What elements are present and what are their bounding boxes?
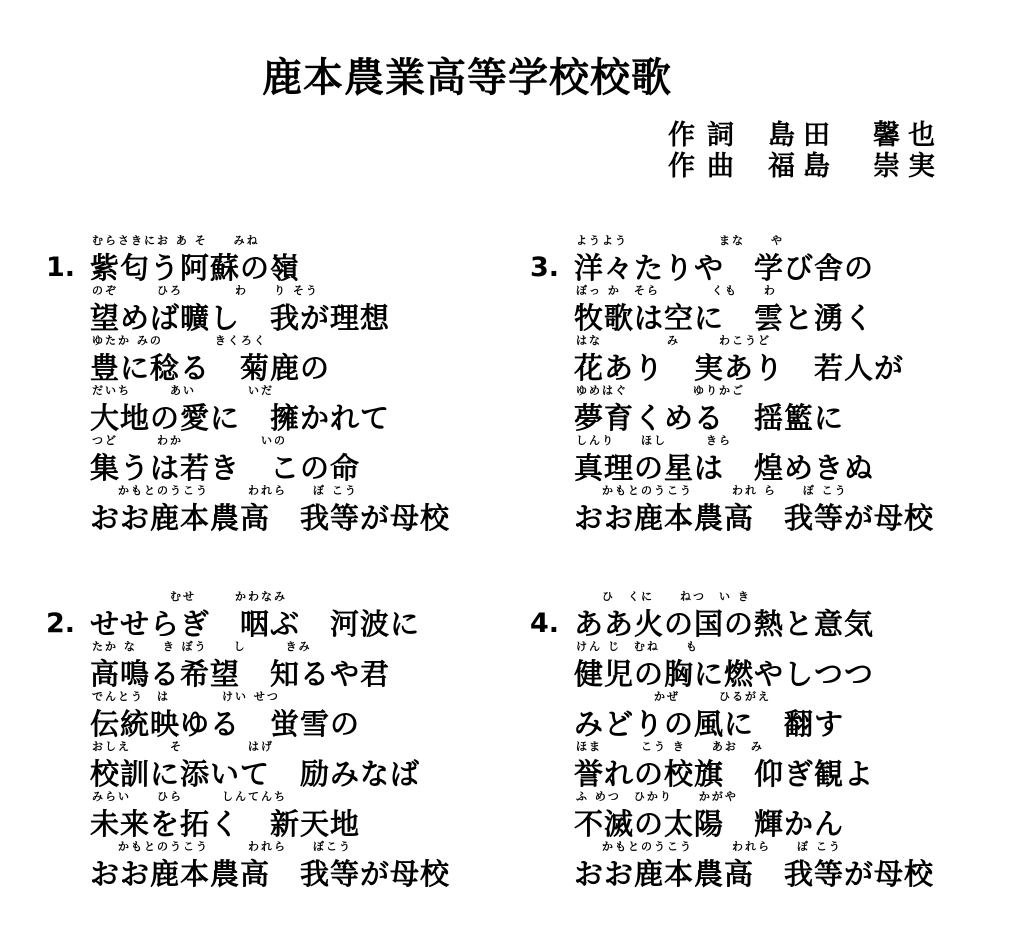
lyric-line bbox=[574, 638, 974, 691]
furigana: つど わか いの bbox=[92, 434, 287, 447]
verse-lines bbox=[90, 588, 490, 891]
furigana: ようよう まな や bbox=[576, 234, 784, 247]
lyric-line bbox=[574, 588, 974, 641]
furigana: かもとのうこう われ ら ぼ こう bbox=[576, 484, 848, 497]
lyric-text: 洋々たりや 学び舎の bbox=[574, 251, 875, 285]
lyric-text: 真理の星は 煌めきぬ bbox=[574, 451, 875, 485]
credit-role: 作曲 bbox=[668, 151, 746, 182]
lyric-line bbox=[90, 282, 490, 335]
lyric-text: 不滅の太陽 輝かん bbox=[574, 807, 845, 841]
lyric-text: 大地の愛に 擁かれて bbox=[90, 401, 391, 435]
furigana: ぼっ か そら くも わ bbox=[576, 284, 777, 297]
lyric-line bbox=[574, 788, 974, 841]
lyric-text: 紫匂う阿蘇の嶺 bbox=[90, 251, 301, 285]
furigana: だいち あい いだ bbox=[92, 384, 274, 397]
furigana: はな み わこうど bbox=[576, 334, 771, 347]
lyric-text: おお鹿本農高 我等が母校 bbox=[574, 857, 935, 891]
furigana: でんとう は けい せつ bbox=[92, 690, 280, 703]
furigana: のぞ ひろ わ り そう bbox=[92, 284, 319, 297]
credit-role: 作詞 bbox=[668, 120, 746, 151]
lyric-line bbox=[574, 282, 974, 335]
furigana: ふ めつ ひかり かがや bbox=[576, 790, 738, 803]
furigana: しんり ほし きら bbox=[576, 434, 732, 447]
furigana: ひ くに ねつ い き bbox=[576, 590, 751, 603]
furigana: むらさきにお あ そ みね bbox=[92, 234, 260, 247]
lyric-text: ああ火の国の熱と意気 bbox=[574, 607, 875, 641]
furigana: かもとのうこう われら ぼ こう bbox=[92, 484, 358, 497]
verse-number: 1. bbox=[46, 252, 76, 283]
furigana: かぜ ひるがえ bbox=[576, 690, 771, 703]
furigana: むせ かわなみ bbox=[92, 590, 287, 603]
lyric-line bbox=[90, 432, 490, 485]
lyric-line bbox=[90, 482, 490, 535]
lyric-line bbox=[574, 332, 974, 385]
furigana: ゆたか みの きくろく bbox=[92, 334, 267, 347]
lyric-text: 高鳴る希望 知るや君 bbox=[90, 657, 391, 691]
lyric-line bbox=[574, 688, 974, 741]
lyric-text: せせらぎ 咽ぶ 河波に bbox=[90, 607, 421, 641]
lyric-line bbox=[90, 788, 490, 841]
lyric-line bbox=[90, 232, 490, 285]
lyric-text: おお鹿本農高 我等が母校 bbox=[574, 501, 935, 535]
credit-name: 福島 崇実 bbox=[768, 151, 943, 182]
lyric-text: 未来を拓く 新天地 bbox=[90, 807, 361, 841]
lyric-line bbox=[574, 482, 974, 535]
composer-credit bbox=[668, 151, 943, 182]
lyric-line bbox=[90, 638, 490, 691]
lyric-line bbox=[574, 738, 974, 791]
lyric-line bbox=[90, 332, 490, 385]
furigana: たか な き ぼう し きみ bbox=[92, 640, 312, 653]
verse-number: 3. bbox=[530, 252, 560, 283]
lyric-text: みどりの風に 翻す bbox=[574, 707, 845, 741]
lyric-line bbox=[574, 838, 974, 891]
lyric-line bbox=[90, 588, 490, 641]
furigana: かもとのうこう われら ぼこう bbox=[92, 840, 352, 853]
verse-lines bbox=[574, 232, 974, 535]
lyric-line bbox=[90, 382, 490, 435]
lyric-text: 豊に稔る 菊鹿の bbox=[90, 351, 331, 385]
lyric-text: 花あり 実あり 若人が bbox=[574, 351, 905, 385]
furigana: おしえ そ はげ bbox=[92, 740, 274, 753]
lyric-text: 集うは若き この命 bbox=[90, 451, 361, 485]
lyric-text: 牧歌は空に 雲と湧く bbox=[574, 301, 875, 335]
lyric-line bbox=[574, 232, 974, 285]
lyric-line bbox=[574, 432, 974, 485]
lyric-text: おお鹿本農高 我等が母校 bbox=[90, 857, 451, 891]
verse-number: 2. bbox=[46, 608, 76, 639]
page-title: 鹿本農業高等学校校歌 bbox=[262, 55, 672, 101]
verse-lines bbox=[90, 232, 490, 535]
lyric-text: 望めば曠し 我が理想 bbox=[90, 301, 391, 335]
lyric-text: 伝統映ゆる 蛍雪の bbox=[90, 707, 361, 741]
lyric-text: 校訓に添いて 励みなば bbox=[90, 757, 421, 791]
lyric-line bbox=[90, 738, 490, 791]
lyric-text: 夢育くめる 揺籃に bbox=[574, 401, 845, 435]
verse-lines bbox=[574, 588, 974, 891]
lyric-line bbox=[90, 838, 490, 891]
furigana: ゆめはぐ ゆりかご bbox=[576, 384, 745, 397]
lyric-text: おお鹿本農高 我等が母校 bbox=[90, 501, 451, 535]
lyric-line bbox=[90, 688, 490, 741]
lyric-text: 誉れの校旗 仰ぎ観よ bbox=[574, 757, 875, 791]
lyric-text: 健児の胸に燃やしつつ bbox=[574, 657, 875, 691]
furigana: かもとのうこう われら ぼ こう bbox=[576, 840, 842, 853]
credits bbox=[668, 120, 943, 182]
lyric-line bbox=[574, 382, 974, 435]
furigana: みらい ひら しんてんち bbox=[92, 790, 287, 803]
furigana: ほま こう き あお み bbox=[576, 740, 764, 753]
verse-number: 4. bbox=[530, 608, 560, 639]
credit-name: 島田 馨也 bbox=[768, 120, 943, 151]
lyricist-credit bbox=[668, 120, 943, 151]
furigana: けん じ むね も bbox=[576, 640, 699, 653]
